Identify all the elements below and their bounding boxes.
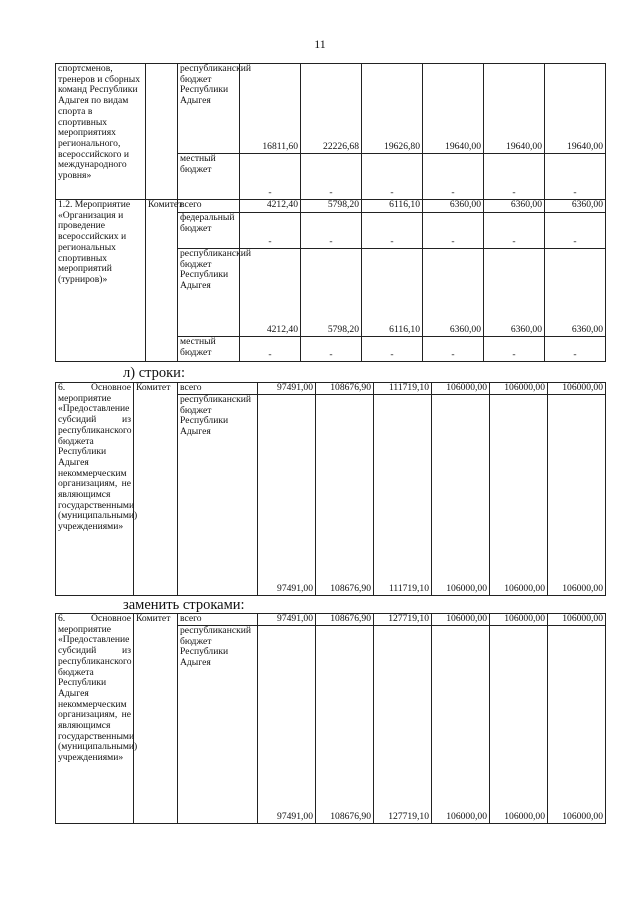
executor-cell: Комитет	[134, 614, 178, 824]
value-cell: 6360,00	[484, 200, 545, 213]
budget-source-label: республиканский бюджет Республики Адыгея	[178, 249, 240, 337]
value-cell: 106000,00	[432, 614, 490, 626]
budget-source-label: всего	[178, 614, 258, 626]
value-cell: 22226,68	[301, 64, 362, 154]
activity-description-cell: 1.2. Мероприятие «Организация и проведение всероссийских и региональных спортивных мероприятий (турниров)»	[56, 200, 146, 362]
budget-source-label: федеральный бюджет	[178, 213, 240, 249]
table-row	[56, 64, 606, 154]
budget-source-label: всего	[178, 383, 258, 395]
value-cell: 16811,60	[240, 64, 301, 154]
value-cell: -	[484, 337, 545, 362]
value-cell: 108676,90	[316, 626, 374, 824]
executor-cell: Комитет	[146, 200, 178, 362]
program-table-continuation	[55, 63, 606, 362]
value-cell: 97491,00	[258, 383, 316, 395]
value-cell: 97491,00	[258, 614, 316, 626]
value-cell: 106000,00	[432, 626, 490, 824]
table-row	[56, 200, 606, 213]
value-cell: 111719,10	[374, 395, 432, 596]
section-heading-replace: заменить строками:	[123, 597, 245, 613]
value-cell: 127719,10	[374, 626, 432, 824]
value-cell: 97491,00	[258, 395, 316, 596]
value-cell: -	[301, 337, 362, 362]
value-cell: 106000,00	[432, 395, 490, 596]
value-cell: 6116,10	[362, 200, 423, 213]
value-cell: -	[423, 154, 484, 200]
value-cell: 6116,10	[362, 249, 423, 337]
value-cell: 4212,40	[240, 249, 301, 337]
value-cell: 106000,00	[490, 614, 548, 626]
value-cell: -	[545, 154, 606, 200]
value-cell: -	[301, 154, 362, 200]
value-cell: 97491,00	[258, 626, 316, 824]
budget-source-label: республиканский бюджет Республики Адыгея	[178, 395, 258, 596]
value-cell: 106000,00	[432, 383, 490, 395]
value-cell: 6360,00	[545, 200, 606, 213]
value-cell: 19640,00	[545, 64, 606, 154]
value-cell: 108676,90	[316, 395, 374, 596]
value-cell: 111719,10	[374, 383, 432, 395]
new-rows-table	[55, 613, 606, 824]
value-cell: 106000,00	[490, 626, 548, 824]
value-cell: 5798,20	[301, 249, 362, 337]
value-cell: -	[240, 213, 301, 249]
executor-cell: Комитет	[134, 383, 178, 596]
old-rows-table	[55, 382, 606, 596]
value-cell: -	[423, 213, 484, 249]
value-cell: 6360,00	[545, 249, 606, 337]
budget-source-label: республиканский бюджет Республики Адыгея	[178, 626, 258, 824]
activity-description-cell: спортсменов, тренеров и сборных команд Республики Адыгея по видам спорта в спортивных мероприятиях регионального, всероссийского и международного уровня»	[56, 64, 146, 200]
value-cell: 5798,20	[301, 200, 362, 213]
executor-cell	[146, 64, 178, 200]
value-cell: 127719,10	[374, 614, 432, 626]
value-cell: -	[362, 154, 423, 200]
value-cell: 106000,00	[490, 383, 548, 395]
page-number: 11	[314, 37, 326, 51]
value-cell: 6360,00	[484, 249, 545, 337]
value-cell: 19626,80	[362, 64, 423, 154]
value-cell: 19640,00	[423, 64, 484, 154]
budget-source-label: республиканский бюджет Республики Адыгея	[178, 64, 240, 154]
value-cell: 108676,90	[316, 383, 374, 395]
value-cell: 6360,00	[423, 200, 484, 213]
value-cell: 106000,00	[548, 626, 606, 824]
value-cell: -	[240, 154, 301, 200]
value-cell: -	[240, 337, 301, 362]
value-cell: -	[301, 213, 362, 249]
value-cell: -	[545, 213, 606, 249]
section-heading-lines: л) строки:	[123, 365, 185, 381]
value-cell: 106000,00	[548, 383, 606, 395]
value-cell: 106000,00	[490, 395, 548, 596]
value-cell: -	[423, 337, 484, 362]
value-cell: -	[362, 337, 423, 362]
value-cell: -	[484, 213, 545, 249]
value-cell: 106000,00	[548, 614, 606, 626]
value-cell: -	[484, 154, 545, 200]
activity-description-cell: 6. Основное мероприятие «Предоставление субсидий из республиканского бюджета Республики Адыгея некоммерческим организациям, не являющимся государственными (муниципальными) учреждениями»	[56, 614, 134, 824]
budget-source-label: местный бюджет	[178, 154, 240, 200]
value-cell: -	[545, 337, 606, 362]
budget-source-label: всего	[178, 200, 240, 213]
value-cell: 4212,40	[240, 200, 301, 213]
value-cell: -	[362, 213, 423, 249]
value-cell: 108676,90	[316, 614, 374, 626]
value-cell: 6360,00	[423, 249, 484, 337]
table-row	[56, 383, 606, 395]
budget-source-label: местный бюджет	[178, 337, 240, 362]
activity-description-cell: 6. Основное мероприятие «Предоставление субсидий из республиканского бюджета Республики Адыгея некоммерческим организациям, не являющимся государственными (муниципальными) учреждениями»	[56, 383, 134, 596]
value-cell: 19640,00	[484, 64, 545, 154]
table-row	[56, 614, 606, 626]
value-cell: 106000,00	[548, 395, 606, 596]
